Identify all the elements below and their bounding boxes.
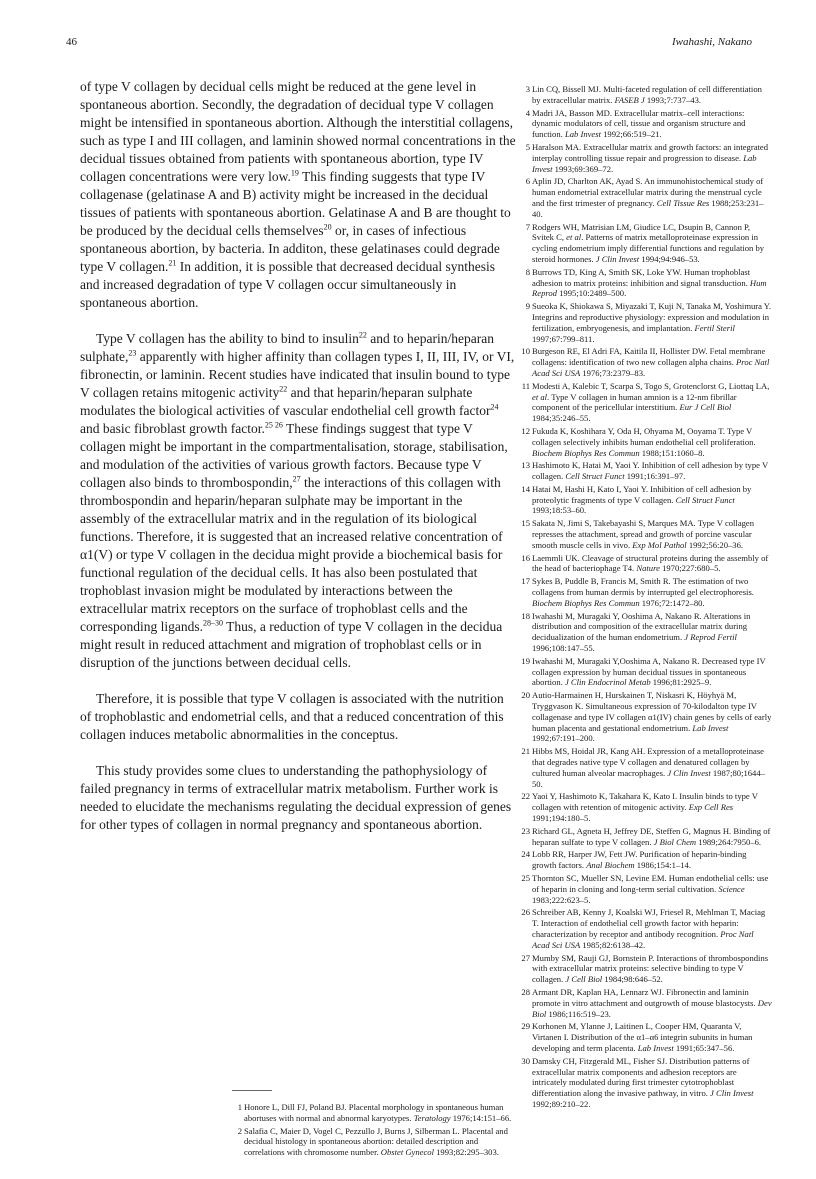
reference-number: 8	[525, 266, 530, 277]
journal-name: Lab Invest	[692, 722, 729, 733]
journal-name: J Biol Chem	[653, 836, 697, 847]
reference-item	[520, 826, 772, 848]
reference-text: Iwahashi M, Muragaki Y, Ooshima A, Nakano R. Alterations in distribution and composition of the extracellular matrix during decidualization of the human endometrium. J Reprod Fertil 1996;108:147–55.	[532, 610, 751, 654]
reference-text: Autio-Harmainen H, Hurskainen T, Niskasri K, Höyhyä M, Tryggvason K. Simultaneous expression of 70-kilodalton type IV collagenase and type IV collagen α1(IV) chain genes by cells of early human placenta and gestational endometrium. Lab Invest 1992;67:191–200.	[532, 690, 772, 744]
reference-item	[520, 267, 772, 299]
reference-item	[520, 1056, 772, 1110]
journal-name: Lab Invest	[637, 1042, 674, 1053]
reference-item	[520, 953, 772, 985]
reference-item	[520, 518, 772, 550]
reference-text: Sueoka K, Shiokawa S, Miyazaki T, Kuji N, Tanaka M, Yoshimura Y. Integrins and reproductive physiology: expression and modulation in fertilization, embryogenesis, and implantation. Fertil Steril 1997;67:799–811.	[532, 301, 772, 344]
reference-number: 17	[521, 576, 530, 587]
reference-item	[520, 484, 772, 516]
reference-item	[520, 576, 772, 608]
paragraph: Therefore, it is possible that type V collagen is associated with the nutrition of trophoblastic and endometrial cells, and that a reduced concentration of this collagen induces metabolic abnormalities in the conceptus.	[80, 691, 504, 742]
reference-text: Honore L, Dill FJ, Poland BJ. Placental morphology in spontaneous human abortuses with normal and abnormal karyotypes. Teratology 1976;14:151–66.	[244, 1102, 512, 1123]
reference-text: Hibbs MS, Hoidal JR, Kang AH. Expression of a metalloproteinase that degrades native type V collagen and denatured collagen by cultured human alveolar macrophages. J Clin Invest 1987;80;1644–50.	[532, 746, 765, 789]
journal-name: Teratology	[413, 1112, 451, 1123]
reference-number: 15	[521, 518, 530, 529]
journal-name: Nature	[636, 563, 660, 574]
journal-name: J Reprod Fertil	[684, 632, 737, 643]
reference-text: Lin CQ, Bissell MJ. Multi-faceted regulation of cell differentiation by extracellular matrix. FASEB J 1993;7:737–43.	[532, 84, 762, 105]
reference-number: 9	[525, 301, 530, 312]
reference-number: 23	[521, 825, 530, 836]
journal-name: Biochem Biophys Res Commun	[532, 447, 640, 458]
paragraph: Type V collagen has the ability to bind to insulin$^{22}$ and to heparin/heparan sulphate,$^{23}$ apparently with higher affinity than collagen types I, II, III, IV, or VI, fibronectin, or laminin. Recent studies have indicated that insulin bound to type V collagen retains mitogenic activity$^{22}$ and that heparin/heparan sulphate modulates the biological activities of vascular endothelial cell growth factor$^{24}$ and basic fibroblast growth factor.$^{25 26}$ These findings suggest that type V collagen might be important in the compartmentalisation, storage, stabilisation, and modulation of the activities of various growth factors. Because type V collagen also binds to thrombospondin,$^{27}$ the interactions of this collagen with thrombospondin and heparin/heparan sulphate may be important in the assembly of the extracellular matrix and in the regulation of its biological functions. Therefore, it is suggested that an increased relative concentration of α1(V) or type V collagen in the decidua might provide a biochemical basis for functional regulation of the decidual cells. It has also been postulated that trophoblast invasion might be modulated by interactions between the extracellular matrix receptors on the surface of trophoblast cells and the corresponding ligands.$^{28-30}$ Thus, a reduction of type V collagen in the decidua might result in reduced attachment and migration of trophoblast cells or in disruption of the junctions between decidual cells.	[80, 330, 515, 670]
reference-item	[520, 222, 772, 265]
reference-item	[520, 907, 772, 950]
reference-item	[520, 987, 772, 1019]
reference-number: 5	[525, 141, 530, 152]
journal-name: J Cell Biol	[565, 974, 603, 985]
reference-number: 21	[521, 746, 530, 757]
reference-number: 4	[525, 107, 530, 118]
reference-item	[520, 460, 772, 482]
reference-number: 27	[521, 952, 530, 963]
page-header	[0, 36, 816, 54]
journal-name: Science	[718, 883, 745, 894]
journal-name: Eur J Cell Biol	[679, 402, 732, 413]
reference-number: 2	[237, 1125, 242, 1136]
journal-name: Dev Biol	[532, 997, 772, 1019]
reference-item	[232, 1126, 517, 1158]
reference-number: 6	[525, 176, 530, 187]
journal-name: Lab Invest	[564, 129, 601, 140]
reference-text: Modesti A, Kalebic T, Scarpa S, Togo S, Grotenclorst G, Liottaq LA, et al. Type V collagen in human amnion is a 12-nm fibrillar component of the pericellular interstitium. Eur J Cell Biol 1984;35:246–55.	[532, 380, 770, 424]
journal-name: J Clin Invest	[667, 767, 711, 778]
reference-item	[520, 1021, 772, 1053]
reference-item	[520, 346, 772, 378]
reference-item	[520, 108, 772, 140]
reference-number: 25	[521, 872, 530, 883]
journal-name: Lab Invest	[532, 152, 757, 174]
reference-number: 19	[521, 655, 530, 666]
journal-name: Exp Mol Pathol	[632, 539, 687, 550]
paragraph: This study provides some clues to understanding the pathophysiology of failed pregnancy in terms of extracellular matrix metabolism. Further work is needed to elucidate the mechanisms regulating the decidual expression of genes for other types of collagen in normal pregnancy and spontaneous abortion.	[80, 763, 512, 832]
journal-name: Proc Natl Acad Sci USA	[532, 357, 770, 378]
reference-text: Iwahashi M, Muragaki Y,Ooshima A, Nakano R. Decreased type IV collagen expression by human decidual tissues in spontaneous abortion. J Clin Endocrinol Metab 1996;81:2925–9.	[532, 655, 766, 688]
reference-text: Rodgers WH, Matrisian LM, Giudice LC, Dsupin B, Cannon P, Svitek C, et al. Patterns of matrix metalloproteinase expression in cycling endometrium imply differential functions and regulation by steroid hormones. J Clin Invest 1994;94:946–53.	[532, 221, 765, 264]
reference-text: Burgeson RE, El Adri FA, Kaitila II, Hollister DW. Fetal membrane collagens: identification of two new collagen alpha chains. Proc Natl Acad Sci USA 1976;73:2379–83.	[532, 346, 770, 378]
journal-name: Biochem Biophys Res Commun	[532, 597, 640, 608]
reference-text: Armant DR, Kaplan HA, Lennarz WJ. Fibronectin and laminin promote in vitro attachment and outgrowth of mouse blastocysts. Dev Biol 1986;116:519–23.	[532, 986, 772, 1019]
reference-item	[520, 381, 772, 424]
reference-text: Thornton SC, Mueller SN, Levine EM. Human endothelial cells: use of heparin in cloning and long-term serial cultivation. Science 1983;222:623–5.	[532, 872, 769, 905]
body-text-column	[80, 78, 516, 834]
journal-name: Cell Tissue Res	[656, 197, 710, 208]
reference-text: Mumby SM, Rauji GJ, Bornstein P. Interactions of thrombospondins with extracellular matrix proteins: selective binding to type V collagen. J Cell Biol 1984;98:646–52.	[532, 952, 769, 985]
reference-number: 28	[521, 986, 530, 997]
reference-number: 29	[521, 1021, 530, 1032]
reference-number: 3	[525, 84, 530, 94]
reference-text: Aplin JD, Charlton AK, Ayad S. An immunohistochemical study of human endometrial extracellular matrix during the menstrual cycle and the first trimester of pregnancy. Cell Tissue Res 1988;253:231–40.	[532, 176, 764, 219]
reference-item	[520, 176, 772, 219]
reference-item	[520, 849, 772, 871]
reference-item	[520, 611, 772, 654]
reference-text: Damsky CH, Fitzgerald ML, Fisher SJ. Distribution patterns of extracellular matrix components and adhesion receptors are intricately modulated during first trimester cytotrophoblast differentiation along the invasive pathway, in vitro. J Clin Invest 1992;89:210–22.	[532, 1055, 754, 1109]
reference-number: 11	[521, 380, 530, 391]
reference-text: Korhonen M, Ylanne J, Laitinen L, Cooper HM, Quaranta V, Virtanen I. Distribution of the α1–α6 integrin subunits in human developing and term placenta. Lab Invest 1991;65:347–56.	[532, 1021, 753, 1053]
journal-name: J Clin Endocrinol Metab	[564, 677, 651, 688]
reference-text: Burrows TD, King A, Smith SK, Loke YW. Human trophoblast adhesion to matrix proteins: inhibition and signal transduction. Hum Reprod 1995;10:2489–500.	[532, 266, 767, 299]
reference-item	[520, 690, 772, 744]
journal-name: Hum Reprod	[532, 277, 767, 299]
reference-text: Hashimoto K, Hatai M, Yaoi Y. Inhibition of cell adhesion by type V collagen. Cell Struct Funct 1991;16:391–97.	[532, 460, 768, 482]
running-head: Iwahashi, Nakano	[671, 36, 752, 48]
reference-text: Fukuda K, Koshihara Y, Oda H, Ohyama M, Ooyama T. Type V collagen selectively inhibits human endothelial cell proliferation. Biochem Biophys Res Commun 1988;151:1060–8.	[532, 425, 756, 458]
journal-name: Cell Struct Funct	[565, 471, 625, 482]
reference-number: 30	[521, 1055, 530, 1066]
journal-name: Obstet Gynecol	[380, 1147, 434, 1158]
reference-item	[520, 656, 772, 688]
footnote-rule	[232, 1090, 272, 1091]
reference-item	[232, 1102, 517, 1124]
reference-number: 22	[521, 791, 530, 802]
reference-number: 13	[521, 460, 530, 471]
reference-number: 20	[521, 690, 530, 701]
journal-name: J Clin Invest	[710, 1088, 754, 1099]
reference-text: Laemmli UK. Cleavage of structural proteins during the assembly of the head of bacteriophage T4. Nature 1970;227:680–5.	[532, 552, 769, 574]
reference-text: Sykes B, Puddle B, Francis M, Smith R. The estimation of two collagens from human dermis by interrupted gel electrophoresis. Biochem Biophys Res Commun 1976;72:1472–80.	[532, 576, 754, 608]
reference-number: 14	[521, 483, 530, 494]
reference-item	[520, 84, 772, 106]
reference-list-right	[520, 84, 772, 1112]
journal-name: FASEB J	[614, 94, 645, 105]
reference-text: Yaoi Y, Hashimoto K, Takahara K, Kato I. Insulin binds to type V collagen with retention of mitogenic activity. Exp Cell Res 1991;194:180–5.	[532, 791, 758, 823]
reference-text: Lobb RR, Harper JW, Fett JW. Purification of heparin-binding growth factors. Anal Biochem 1986;154:1–14.	[532, 849, 747, 871]
reference-item	[520, 746, 772, 789]
reference-item	[520, 301, 772, 344]
reference-number: 12	[521, 425, 530, 436]
reference-list-left	[232, 1102, 517, 1160]
reference-number: 24	[521, 849, 530, 860]
reference-text: Richard GL, Agneta H, Jeffrey DE, Steffen G, Magnus H. Binding of heparan sulfate to type V collagen. J Biol Chem 1989;264:7950–6.	[532, 825, 771, 847]
reference-text: Schreiber AB, Kenny J, Koalski WJ, Friesel R, Mehlman T, Maciag T. Interaction of endothelial cell growth factor with heparin: characterization by receptor and antibody recognition. Proc Natl Acad Sci USA 1985;82:6138–42.	[532, 907, 766, 950]
paragraph: of type V collagen by decidual cells might be reduced at the gene level in spontaneous abortion. Secondly, the degradation of decidual type V collagen might be intensified in spontaneous abortion. Although the interstitial collagens, such as type I and III collagen, and laminin showed normal concentrations in the decidual tissues obtained from patients with spontaneous abortion, type IV collagen concentrations were very low.$^{19}$ This finding suggests that type IV collagenase (gelatinase A and B) activity might be increased in the decidual tissues of patients with spontaneous abortion. Gelatinase A and B are thought to be produced by the decidual cells themselves$^{20}$ or, in cases of infectious spontaneous abortion, by bacteria. In additon, these gelatinases could degrade type V collagen.$^{21}$ In addition, it is possible that decreased decidual synthesis and increased degradation of type V collagen occur simultaneously in spontaneous abortion.	[80, 79, 516, 310]
reference-number: 16	[521, 552, 530, 563]
reference-text: Sakata N, Jimi S, Takebayashi S, Marques MA. Type V collagen represses the attachment, spread and growth of porcine vascular smooth muscle cells in vivo. Exp Mol Pathol 1992;56:20–36.	[532, 518, 755, 550]
journal-name: Anal Biochem	[586, 860, 635, 871]
reference-text: Madri JA, Basson MD. Extracellular matrix–cell interactions: dynamic modulators of cell, tissue and organism structure and function. Lab Invest 1992;66:519–21.	[532, 107, 746, 140]
reference-item	[520, 142, 772, 174]
reference-text: Hatai M, Hashi H, Kato I, Yaoi Y. Inhibition of cell adhesion by proteolytic fragments of type V collagen. Cell Struct Funct 1993;18:53–60.	[532, 483, 752, 516]
journal-name: Exp Cell Res	[688, 802, 734, 813]
journal-name: Fertil Steril	[694, 322, 735, 333]
reference-number: 18	[521, 610, 530, 621]
reference-number: 10	[521, 346, 530, 357]
reference-item	[520, 426, 772, 458]
page-number: 46	[66, 36, 77, 48]
reference-number: 7	[525, 221, 530, 232]
reference-text: Salafia C, Maier D, Vogel C, Pezzullo J, Burns J, Silberman L. Placental and decidual histology in spontaneous abortion: detailed description and correlations with chromosome number. Obstet Gynecol 1993;82:295–303.	[244, 1125, 508, 1158]
reference-item	[520, 553, 772, 575]
reference-item	[520, 873, 772, 905]
reference-item	[520, 791, 772, 823]
reference-text: Haralson MA. Extracellular matrix and growth factors: an integrated interplay controlling tissue repair and progression to disease. Lab Invest 1993;69:369–72.	[532, 141, 769, 174]
journal-name: Cell Struct Funct	[675, 494, 735, 505]
journal-name: Proc Natl Acad Sci USA	[532, 928, 754, 950]
journal-name: J Clin Invest	[595, 253, 640, 264]
reference-number: 1	[237, 1102, 242, 1112]
reference-number: 26	[521, 907, 530, 918]
